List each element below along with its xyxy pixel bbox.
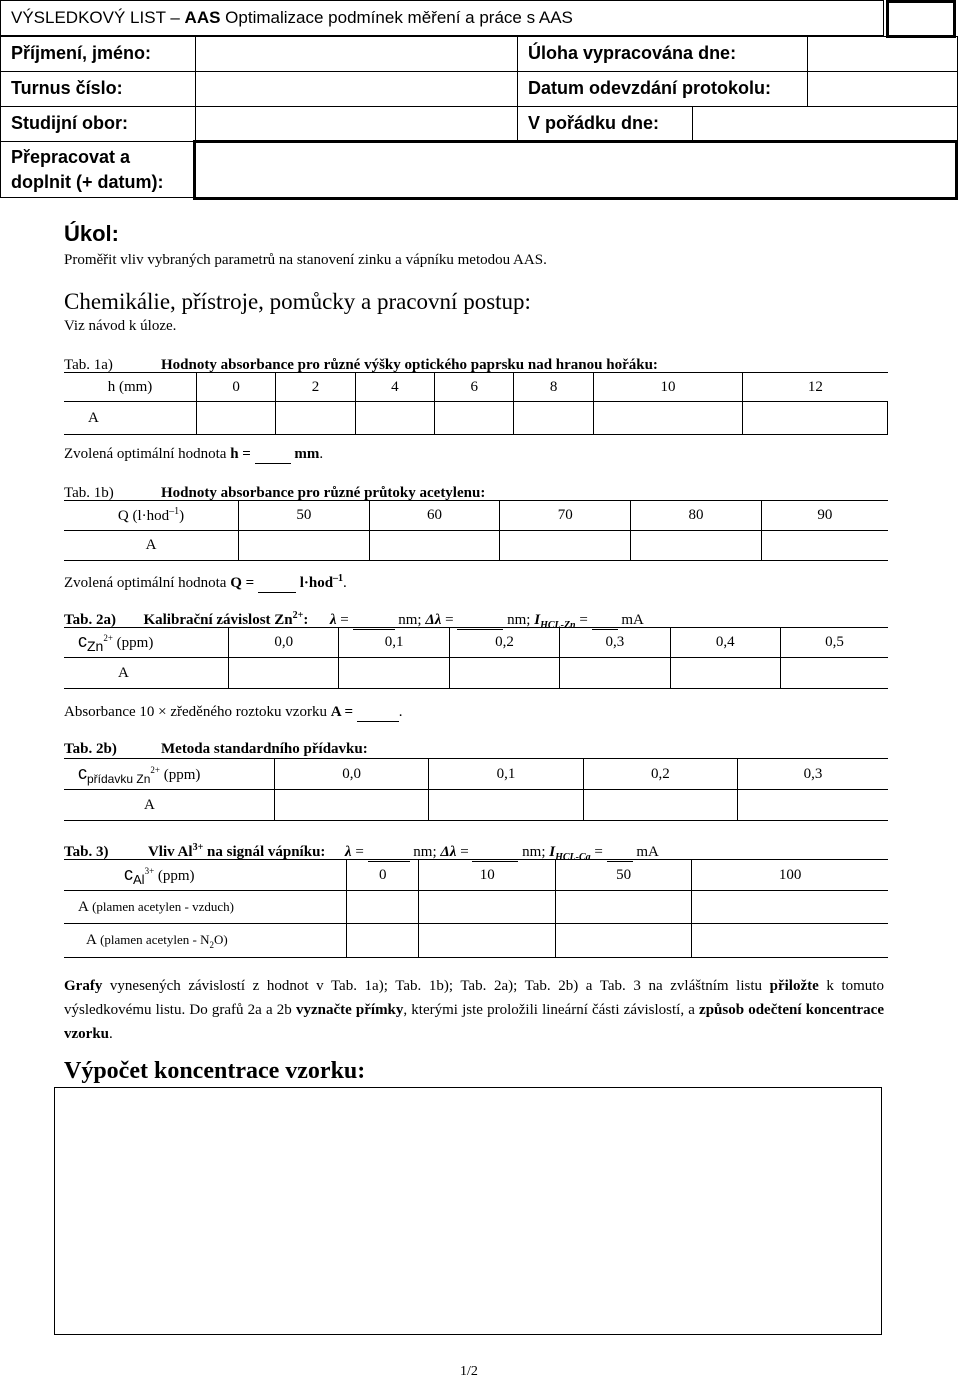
- tab2b-table: [64, 758, 888, 821]
- tab2a-note-prefix: Absorbance 10 × zředěného roztoku vzorku: [64, 704, 331, 720]
- tab3-header-unit: (ppm): [154, 867, 195, 884]
- tab2b-header-label: [64, 759, 275, 790]
- tab2b-header-unit: (ppm): [159, 766, 201, 783]
- tab3-header-sub: Al: [133, 871, 145, 887]
- header-course: AAS: [184, 8, 221, 27]
- chem-title: Chemikálie, přístroje, pomůcky a pracovní postup:: [64, 289, 531, 314]
- tab2a-cell[interactable]: [670, 658, 780, 689]
- tab1a-note-prefix: Zvolená optimální hodnota: [64, 446, 231, 462]
- tab2a-nm-1: nm;: [398, 612, 422, 628]
- tab3-row1-label: [64, 891, 347, 924]
- submit-label: Datum odevzdání protokolu:: [517, 71, 808, 107]
- tab2a-header-label: [64, 628, 229, 658]
- tab2b-c-3: 0,3: [738, 759, 888, 790]
- tab3-row2-end: O): [213, 931, 228, 947]
- tab1a-cell[interactable]: [276, 402, 355, 435]
- tab3-cell[interactable]: [419, 891, 555, 924]
- tab2a-header-sub: Zn: [87, 638, 104, 654]
- tab2a-unit-ma: mA: [621, 612, 644, 628]
- tab1b-cell[interactable]: [369, 531, 500, 561]
- tab2a-note-end: .: [398, 704, 403, 720]
- tab2a-table: [64, 627, 888, 689]
- tab2b-cell[interactable]: [429, 790, 583, 821]
- tab3-title-sup: 3+: [192, 842, 204, 853]
- tab3-cell[interactable]: [419, 924, 555, 958]
- tab1b-cell[interactable]: [761, 531, 888, 561]
- tab2a-c-2: 0,2: [449, 628, 559, 658]
- tab3-header-label: [64, 860, 347, 891]
- tab1a-note-end: .: [319, 446, 324, 462]
- tab3-label: Tab. 3): [64, 844, 109, 860]
- tab2a-c-1: 0,1: [339, 628, 449, 658]
- tab2a-cell[interactable]: [229, 658, 339, 689]
- tab2b-cell[interactable]: [275, 790, 429, 821]
- tab3-c-10: 10: [419, 860, 555, 891]
- tab2a-c-5: 0,5: [780, 628, 888, 658]
- tab1a-h-8: 8: [514, 373, 593, 402]
- tab3-row1-a: A: [78, 898, 89, 915]
- tab1a-h-10: 10: [593, 373, 742, 402]
- graph-p7: způsob odečtení koncentrace vzorku: [64, 1002, 885, 1042]
- chem-text: Viz návod k úloze.: [64, 318, 177, 334]
- turnus-field[interactable]: [195, 71, 518, 107]
- tab3-row2-a: A: [86, 931, 97, 948]
- tab1a-title: Hodnoty absorbance pro různé výšky optického paprsku nad hranou hořáku:: [161, 357, 658, 373]
- tab2a-note-var: A =: [330, 704, 354, 720]
- tab3-lambda: λ: [344, 844, 352, 860]
- tab1b-note: [64, 573, 347, 593]
- tab3-title-text: Vliv Al: [147, 844, 193, 860]
- tab2b-header-sup: 2+: [150, 764, 160, 775]
- tab1a-row-label: A: [64, 402, 197, 435]
- tab1b-header-label: [64, 501, 239, 531]
- rework-label-line1: Přepracovat a: [11, 147, 131, 167]
- tab2b-cell[interactable]: [583, 790, 737, 821]
- tab3-nm-2: nm;: [522, 844, 546, 860]
- tab3-row2-text: (plamen acetylen - N: [96, 931, 210, 947]
- student-info-grid: [0, 36, 958, 198]
- tab2b-c-1: 0,1: [429, 759, 583, 790]
- tab2a-c-0: 0,0: [229, 628, 339, 658]
- tab2a-label: Tab. 2a): [64, 612, 116, 628]
- tab2a-c-4: 0,4: [670, 628, 780, 658]
- tab3-row2-sub: 2: [209, 939, 214, 950]
- tab1b-row-label: A: [64, 531, 239, 561]
- tab1b-note-prefix: Zvolená optimální hodnota: [64, 575, 231, 591]
- tab1b-table: [64, 500, 888, 561]
- obor-field[interactable]: [195, 106, 518, 142]
- tab2a-cell[interactable]: [339, 658, 449, 689]
- tab2b-c-0: 0,0: [275, 759, 429, 790]
- tab1b-note-sup: –1: [333, 573, 344, 584]
- tab3-cell[interactable]: [347, 924, 419, 958]
- tab3-cell[interactable]: [555, 924, 691, 958]
- tab2b-cell[interactable]: [738, 790, 888, 821]
- tab1a-cell[interactable]: [593, 402, 742, 435]
- tab2b-header-c: c: [78, 762, 87, 783]
- task-title: Úkol:: [64, 221, 119, 246]
- tab2a-note: [64, 704, 403, 722]
- tab3-row2-label: [64, 924, 347, 958]
- tab1b-q-60: 60: [369, 501, 500, 531]
- graph-p8: .: [109, 1026, 113, 1042]
- tab3-cell[interactable]: [555, 891, 691, 924]
- tab1a-header-label: h (mm): [64, 373, 197, 402]
- grade-box[interactable]: [886, 0, 956, 38]
- ok-label: V pořádku dne:: [517, 106, 693, 142]
- turnus-label: Turnus číslo:: [0, 71, 196, 107]
- tab3-c-100: 100: [692, 860, 888, 891]
- tab1b-note-unit: l·hod: [299, 575, 334, 591]
- tab3-title-end: na signál vápníku:: [203, 844, 326, 860]
- tab2a-sample-blank[interactable]: [357, 704, 399, 722]
- tab1b-optimal-blank[interactable]: [258, 575, 296, 593]
- tab1b-q-50: 50: [239, 501, 370, 531]
- tab2b-header-sub: přídavku Zn: [87, 771, 151, 786]
- rework-field[interactable]: [193, 140, 958, 200]
- tab2b-c-2: 0,2: [583, 759, 737, 790]
- task-text: Proměřit vliv vybraných parametrů na stanovení zinku a vápníku metodou AAS.: [64, 252, 547, 268]
- tab2a-c-3: 0,3: [560, 628, 670, 658]
- tab1b-cell[interactable]: [631, 531, 762, 561]
- tab1a-optimal-blank[interactable]: [255, 446, 291, 464]
- tab3-table: [64, 859, 888, 958]
- graph-p2: vynesených závislostí z hodnot v Tab. 1a); Tab. 1b); Tab. 2a); Tab. 2b) a Tab. 3 na zvláštním listu: [102, 978, 770, 994]
- page-number: 1/2: [460, 1364, 478, 1379]
- tab1a-note-unit: mm: [294, 446, 320, 462]
- tab1a-cell[interactable]: [197, 402, 276, 435]
- calc-title: Výpočet koncentrace vzorku:: [64, 1058, 366, 1084]
- tab2a-header-sup: 2+: [103, 633, 113, 643]
- tab3-cell[interactable]: [692, 924, 888, 958]
- tab2a-cell[interactable]: [560, 658, 670, 689]
- tab2a-cell[interactable]: [449, 658, 559, 689]
- tab1b-note-end: .: [343, 575, 347, 591]
- tab1a-cell[interactable]: [435, 402, 514, 435]
- tab2a-title: [143, 612, 308, 628]
- tab2a-cell[interactable]: [780, 658, 888, 689]
- rework-label: [0, 141, 196, 198]
- tab2a-header-c: c: [78, 631, 87, 651]
- submit-field[interactable]: [807, 71, 958, 107]
- tab1a-cell[interactable]: [355, 402, 434, 435]
- tab3-header-c: c: [124, 863, 133, 884]
- name-field[interactable]: [195, 36, 518, 72]
- calc-area[interactable]: [54, 1087, 882, 1335]
- tab1b-title: Hodnoty absorbance pro různé průtoky acetylenu:: [161, 485, 486, 501]
- ok-field[interactable]: [692, 106, 958, 142]
- tab1a-note: [64, 446, 323, 464]
- tab1a-h-12: 12: [743, 373, 888, 402]
- tab2a-title-sup: 2+: [292, 610, 304, 621]
- tab2a-i: I: [534, 612, 541, 628]
- tab3-nm-1: nm;: [413, 844, 437, 860]
- tab2a-dlambda: Δλ: [425, 612, 442, 628]
- tab1a-cell[interactable]: [743, 402, 888, 435]
- tab2b-title: Metoda standardního přídavku:: [161, 741, 368, 757]
- header-subtitle: Optimalizace podmínek měření a práce s AAS: [220, 8, 573, 27]
- tab2a-title-text: Kalibrační závislost Zn: [143, 612, 293, 628]
- tab2a-header-unit: (ppm): [112, 635, 154, 651]
- done-field[interactable]: [807, 36, 958, 72]
- tab3-cell[interactable]: [347, 891, 419, 924]
- tab1a-h-0: 0: [197, 373, 276, 402]
- graph-p4: k tomuto výsledkovému listu. Do grafů 2a a 2b: [64, 978, 884, 1018]
- tab3-unit-ma: mA: [636, 844, 659, 860]
- tab3-row1-text: (plamen acetylen - vzduch): [88, 898, 234, 914]
- tab3-cell[interactable]: [692, 891, 888, 924]
- tab3-title: [148, 844, 325, 860]
- tab1a-table: [64, 372, 888, 435]
- rework-label-line2: doplnit (+ datum):: [11, 172, 164, 192]
- header-prefix: VÝSLEDKOVÝ LIST –: [11, 8, 185, 27]
- tab1b-q-70: 70: [500, 501, 631, 531]
- tab3-i: I: [549, 844, 556, 860]
- tab3-i-sub: HCL-Ca: [555, 852, 591, 863]
- tab1b-q-80: 80: [631, 501, 762, 531]
- obor-label: Studijní obor:: [0, 106, 196, 142]
- name-label: Příjmení, jméno:: [0, 36, 196, 72]
- tab1b-note-var: Q =: [230, 575, 255, 591]
- tab1b-cell[interactable]: [500, 531, 631, 561]
- tab2a-row-label: A: [64, 658, 229, 689]
- tab1b-label: Tab. 1b): [64, 485, 114, 501]
- tab1a-cell[interactable]: [514, 402, 593, 435]
- done-label: Úloha vypracována dne:: [517, 36, 808, 72]
- tab1a-h-4: 4: [355, 373, 434, 402]
- tab1a-note-var: h =: [230, 446, 251, 462]
- tab2a-title-end: :: [303, 612, 309, 628]
- tab1a-h-6: 6: [435, 373, 514, 402]
- tab3-c-50: 50: [555, 860, 691, 891]
- tab2b-row-label: A: [64, 790, 275, 821]
- tab2a-nm-2: nm;: [507, 612, 531, 628]
- tab1a-label: Tab. 1a): [64, 357, 113, 373]
- header-title: [0, 0, 884, 36]
- tab1b-q-90: 90: [761, 501, 888, 531]
- tab3-c-0: 0: [347, 860, 419, 891]
- tab2b-label: Tab. 2b): [64, 741, 117, 757]
- graph-p3: přiložte: [769, 978, 819, 994]
- tab3-header-sup: 3+: [144, 865, 155, 876]
- tab2a-heading: Tab. 2a) Kalibrační závislost $Zn^{2+}$: λ = nm; Δλ = nm; $I_{HCL-Zn}$ = mA: [64, 610, 644, 631]
- tab1b-cell[interactable]: [239, 531, 370, 561]
- graph-p1: Grafy: [64, 978, 103, 994]
- graph-p6: , kterými jste proložili lineární části závislostí, a: [403, 1002, 700, 1018]
- graph-instructions: [64, 974, 884, 1046]
- tab1a-h-2: 2: [276, 373, 355, 402]
- tab3-heading: Tab. 3) Vliv $Al^{3+}$ na signál vápníku: λ = nm; Δλ = nm; $I_{HCL-Ca}$ = mA: [64, 842, 659, 863]
- tab3-dlambda: Δλ: [440, 844, 457, 860]
- tab1b-header-sup: –1: [169, 506, 180, 517]
- tab1b-header-end: ): [179, 508, 185, 524]
- graph-p5: vyznačte přímky: [295, 1002, 404, 1018]
- tab2a-i-sub: HCL-Zn: [540, 620, 576, 631]
- tab1b-header-text: Q (l·hod: [117, 508, 170, 524]
- tab2a-lambda: λ: [329, 612, 337, 628]
